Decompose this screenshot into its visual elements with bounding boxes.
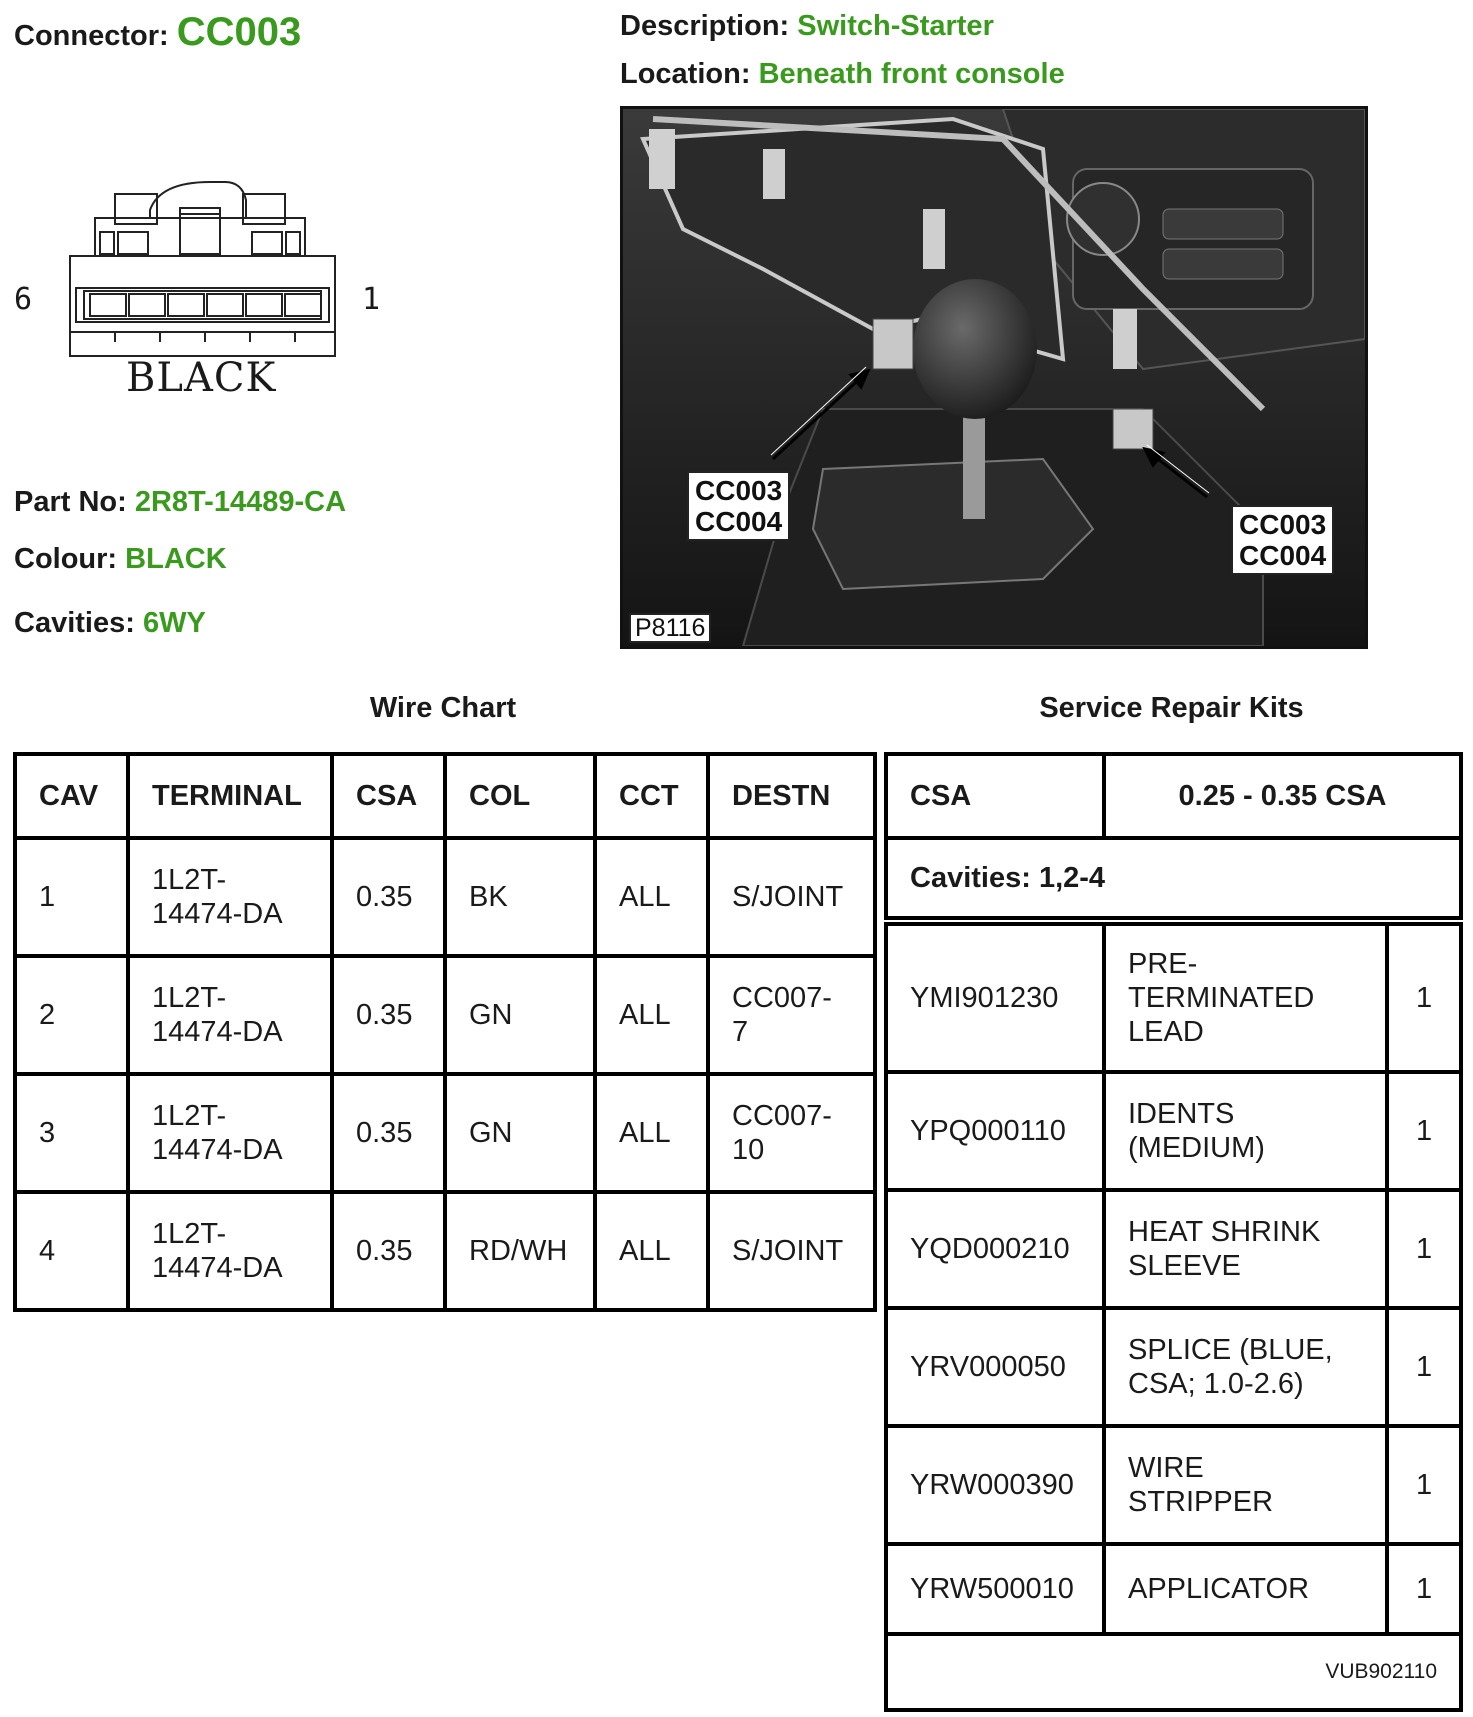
col-header-destn: DESTN	[708, 754, 875, 838]
wire-cell-csa: 0.35	[332, 1192, 445, 1310]
wire-chart-body	[15, 838, 875, 1310]
wire-cell-cav: 2	[15, 956, 128, 1074]
wire-cell-terminal: 1L2T- 14474-DA	[128, 1192, 332, 1310]
kit-csa-label: CSA	[886, 754, 1104, 838]
cavities-line	[14, 607, 206, 640]
pin-1-label: 1	[362, 282, 381, 317]
kit-cell-part-no: YQD000210	[886, 1190, 1104, 1308]
col-header-terminal: TERMINAL	[128, 754, 332, 838]
pin-6-label: 6	[14, 282, 33, 317]
service-kits-table	[884, 752, 1463, 1712]
wire-row	[15, 1074, 875, 1192]
wire-cell-csa: 0.35	[332, 956, 445, 1074]
part-no-line	[14, 486, 346, 519]
location-photo	[620, 106, 1368, 649]
kit-cell-part-no: YRW500010	[886, 1544, 1104, 1634]
cavities-label: Cavities:	[14, 607, 135, 639]
service-kits-title: Service Repair Kits	[1039, 692, 1304, 724]
wire-row	[15, 956, 875, 1074]
wire-cell-cct: ALL	[595, 956, 708, 1074]
kit-cell-description: APPLICATOR	[1104, 1544, 1387, 1634]
kit-cell-qty: 1	[1387, 1544, 1461, 1634]
callout-right-cc003: CC003	[1239, 509, 1327, 540]
callout-right-cc004: CC004	[1239, 540, 1327, 571]
wire-cell-cav: 4	[15, 1192, 128, 1310]
wire-chart-table	[13, 752, 877, 1312]
kit-footer-row	[886, 1634, 1461, 1710]
wire-cell-terminal: 1L2T- 14474-DA	[128, 1074, 332, 1192]
wire-chart-header-row	[15, 754, 875, 838]
wire-cell-col: GN	[445, 956, 595, 1074]
wire-cell-col: GN	[445, 1074, 595, 1192]
wire-cell-cav: 1	[15, 838, 128, 956]
wire-cell-destn: S/JOINT	[708, 838, 875, 956]
kit-cell-description: SPLICE (BLUE, CSA; 1.0-2.6)	[1104, 1308, 1387, 1426]
wire-cell-csa: 0.35	[332, 1074, 445, 1192]
wire-cell-destn: S/JOINT	[708, 1192, 875, 1310]
kit-row	[886, 1072, 1461, 1190]
description-line	[620, 10, 994, 43]
wire-cell-cct: ALL	[595, 838, 708, 956]
location-line	[620, 58, 1065, 91]
connector-color-text: BLACK	[126, 355, 277, 401]
col-header-col: COL	[445, 754, 595, 838]
kit-cell-qty: 1	[1387, 1072, 1461, 1190]
col-header-csa: CSA	[332, 754, 445, 838]
kit-row	[886, 1544, 1461, 1634]
description-label: Description:	[620, 10, 790, 42]
wire-cell-destn: CC007- 10	[708, 1074, 875, 1192]
wire-cell-cct: ALL	[595, 1192, 708, 1310]
wire-cell-col: BK	[445, 838, 595, 956]
wire-cell-col: RD/WH	[445, 1192, 595, 1310]
col-header-cav: CAV	[15, 754, 128, 838]
colour-label: Colour:	[14, 543, 118, 575]
wire-cell-cct: ALL	[595, 1074, 708, 1192]
kit-csa-row	[886, 754, 1461, 838]
kit-row	[886, 1190, 1461, 1308]
location-label: Location:	[620, 58, 751, 90]
wire-row	[15, 838, 875, 956]
wire-cell-cav: 3	[15, 1074, 128, 1192]
wire-row	[15, 1192, 875, 1310]
kit-cell-description: WIRE STRIPPER	[1104, 1426, 1387, 1544]
col-header-cct: CCT	[595, 754, 708, 838]
wire-cell-terminal: 1L2T- 14474-DA	[128, 956, 332, 1074]
kit-cell-qty: 1	[1387, 1308, 1461, 1426]
kit-cell-description: HEAT SHRINK SLEEVE	[1104, 1190, 1387, 1308]
photo-callout-left	[687, 471, 790, 541]
part-no-label: Part No:	[14, 486, 127, 518]
kit-row	[886, 1426, 1461, 1544]
wire-chart-title: Wire Chart	[369, 692, 517, 724]
colour-value: BLACK	[125, 543, 227, 575]
connector-diagram	[10, 170, 390, 410]
kit-cell-part-no: YMI901230	[886, 924, 1104, 1072]
connector-value: CC003	[176, 10, 302, 54]
kit-cell-qty: 1	[1387, 924, 1461, 1072]
kit-row	[886, 924, 1461, 1072]
wire-cell-terminal: 1L2T- 14474-DA	[128, 838, 332, 956]
kit-row	[886, 1308, 1461, 1426]
callout-left-cc003: CC003	[695, 475, 783, 506]
connector-label: Connector:	[14, 20, 169, 52]
cavities-value: 6WY	[142, 607, 206, 639]
kit-cell-description: IDENTS (MEDIUM)	[1104, 1072, 1387, 1190]
kit-cell-part-no: YPQ000110	[886, 1072, 1104, 1190]
description-value: Switch-Starter	[797, 10, 994, 42]
part-no-value: 2R8T-14489-CA	[134, 486, 347, 518]
kit-cell-part-no: YRV000050	[886, 1308, 1104, 1426]
photo-callout-right	[1231, 505, 1334, 575]
wire-cell-destn: CC007- 7	[708, 956, 875, 1074]
location-value: Beneath front console	[758, 58, 1065, 90]
kit-cell-description: PRE- TERMINATED LEAD	[1104, 924, 1387, 1072]
callout-left-cc004: CC004	[695, 506, 783, 537]
kit-cavities-row	[886, 838, 1461, 918]
kit-list-body	[886, 924, 1461, 1634]
kit-cell-part-no: YRW000390	[886, 1426, 1104, 1544]
kit-cell-qty: 1	[1387, 1426, 1461, 1544]
kit-footer-code: VUB902110	[886, 1634, 1461, 1710]
photo-id-label: P8116	[629, 613, 711, 643]
connector-line	[14, 10, 301, 55]
wire-cell-csa: 0.35	[332, 838, 445, 956]
kit-cell-qty: 1	[1387, 1190, 1461, 1308]
kit-cavities-text: Cavities: 1,2-4	[886, 838, 1461, 918]
kit-csa-value: 0.25 - 0.35 CSA	[1104, 754, 1461, 838]
colour-line	[14, 543, 227, 576]
